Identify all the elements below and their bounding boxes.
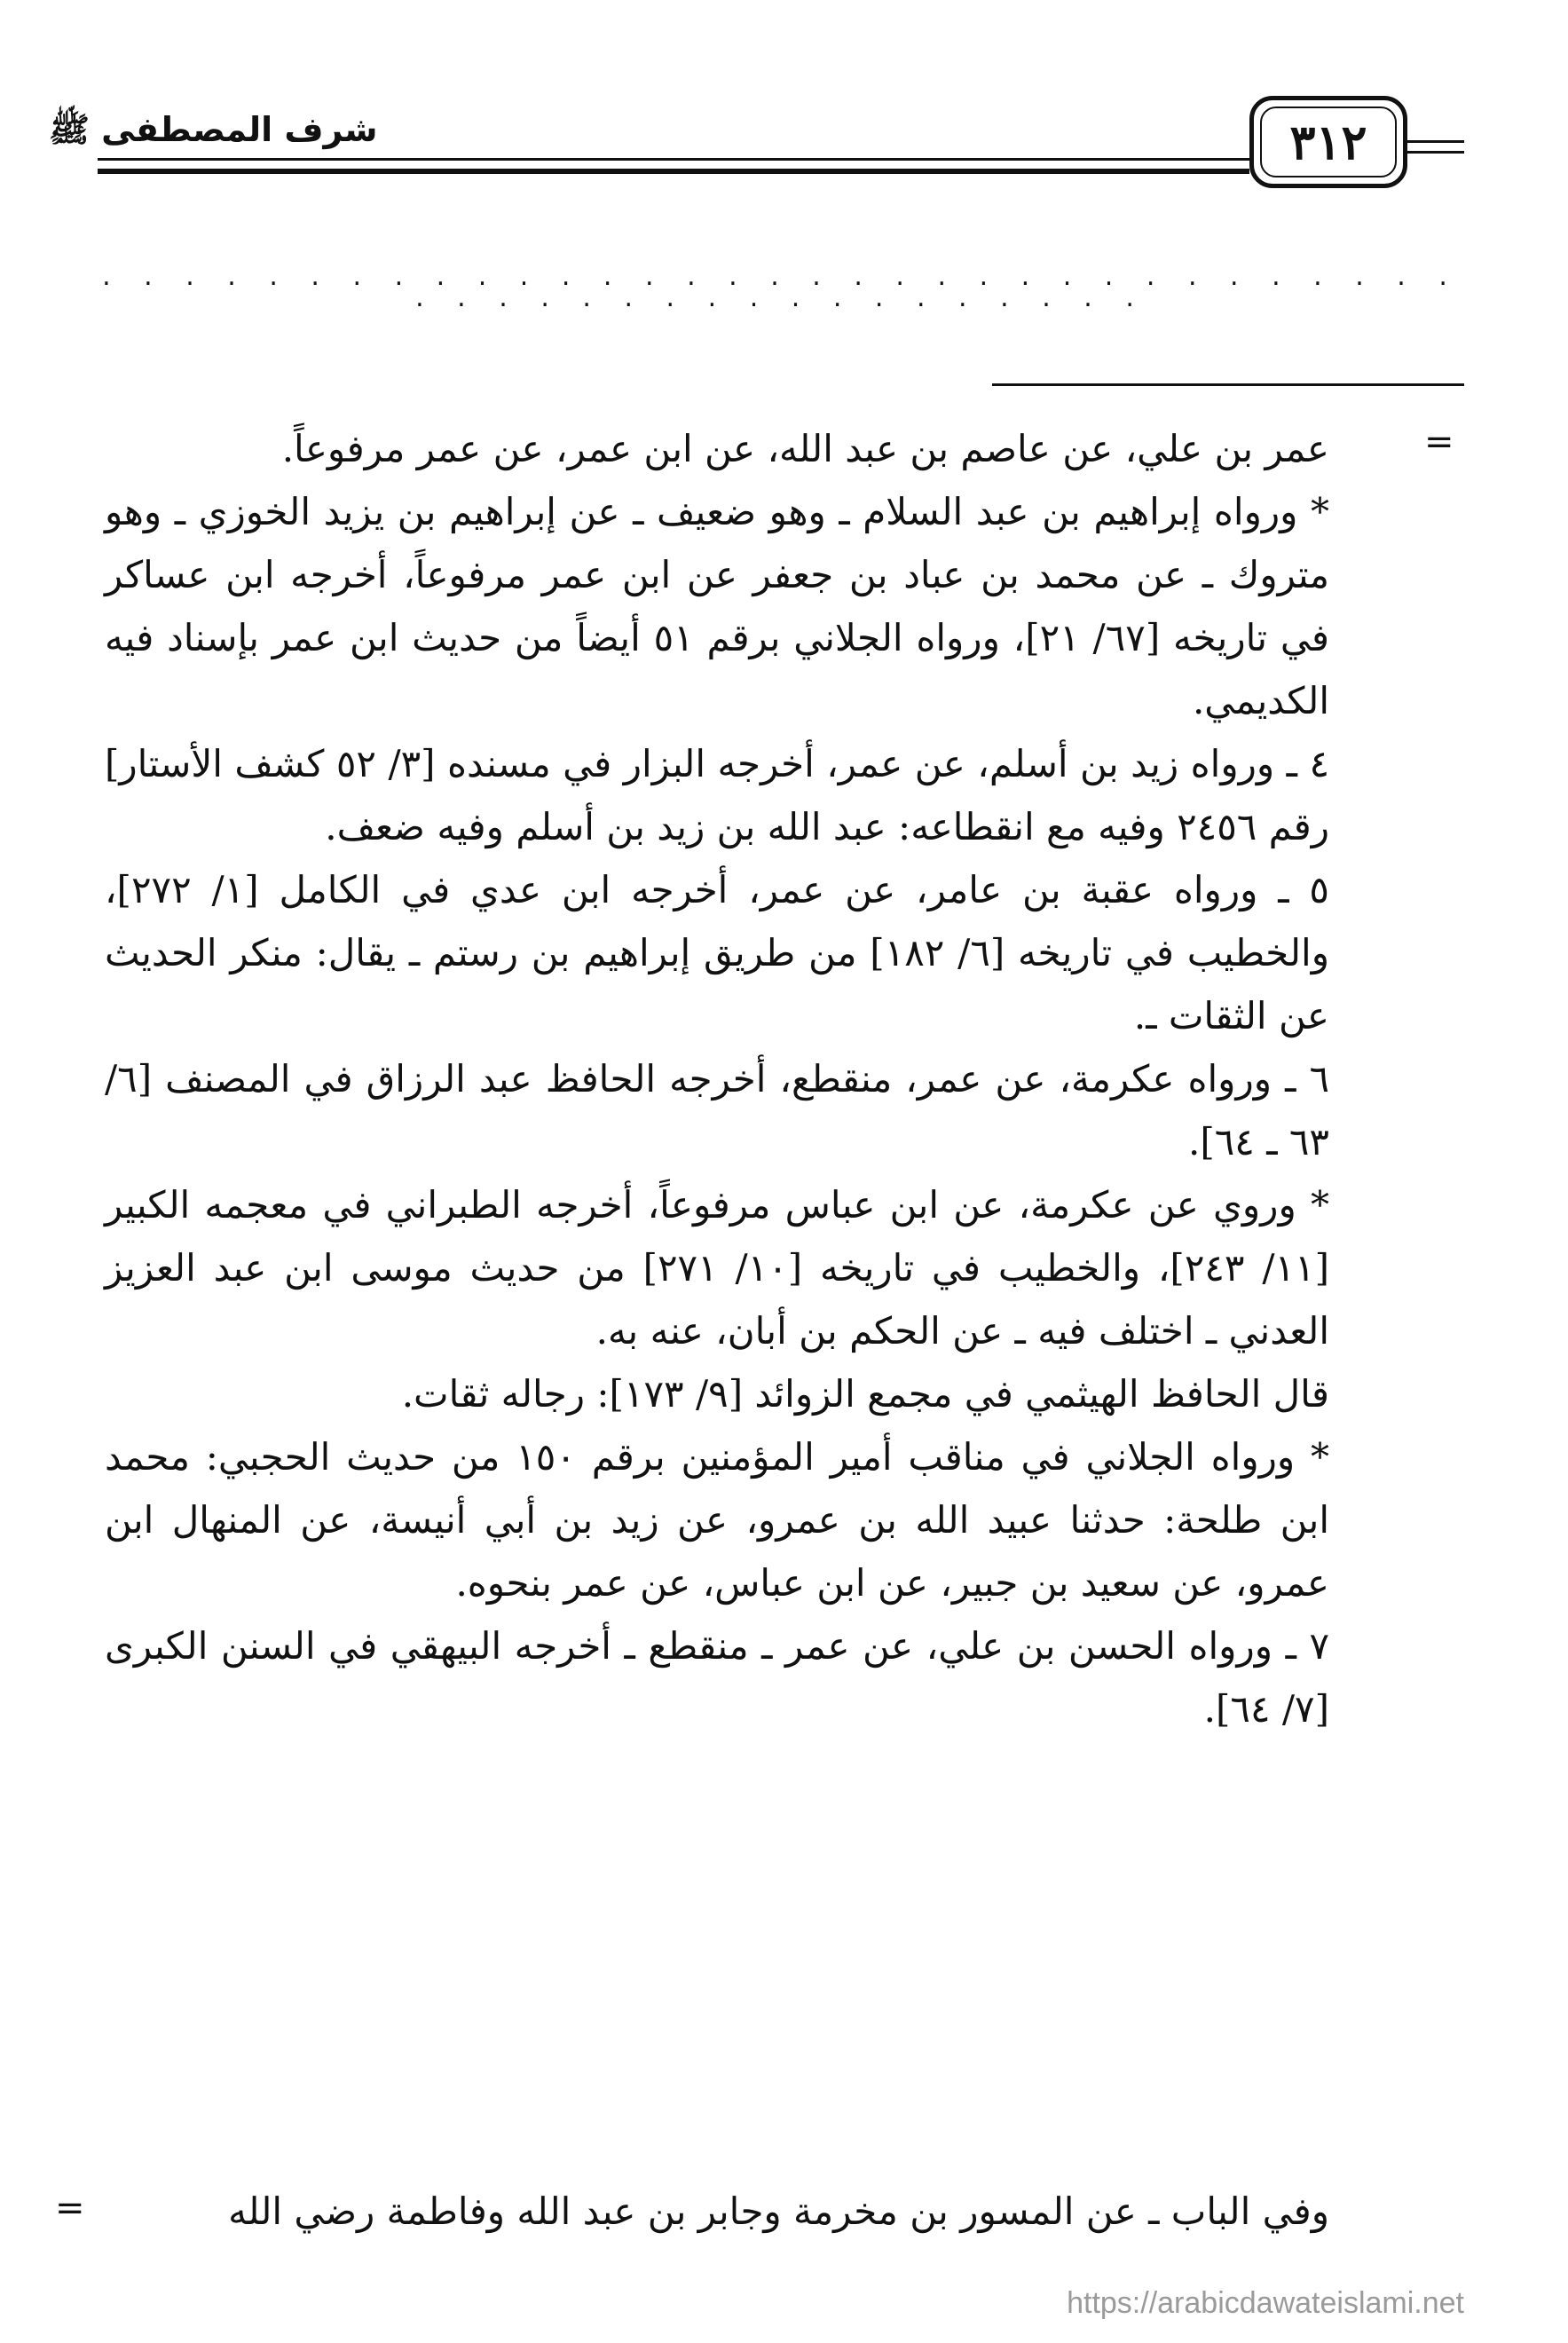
page-header [0, 0, 1568, 204]
header-rule-left-thick [98, 169, 1249, 174]
footnote-last-line: وفي الباب ـ عن المسور بن مخرمة وجابر بن عبد الله وفاطمة رضي الله [228, 2189, 1329, 2233]
end-continuation-mark: = [55, 2188, 85, 2229]
footnote-paragraph: عمر بن علي، عن عاصم بن عبد الله، عن ابن عمر، عن عمر مرفوعاً. [281, 427, 1329, 470]
continuation-mark: = [1424, 422, 1454, 462]
dotted-separator: . . . . . . . . . . . . . . . . . . . . . . . . . . . . . . . . . . . . . . . . . . . . . . . . . . . [102, 261, 1460, 313]
page-number: ٣١٢ [1260, 106, 1397, 178]
header-rule-right-top [1407, 140, 1464, 143]
header-rule-right-bottom [1407, 151, 1464, 154]
watermark-url: https://arabicdawateislami.net [1067, 2286, 1464, 2320]
page-number-frame [1249, 96, 1407, 188]
book-title: شرف المصطفى ﷺ [49, 110, 378, 149]
footnote-paragraph: ٤ ـ ورواه زيد بن أسلم، عن عمر، أخرجه البزار في مسنده [٣/ ٥٢ كشف الأستار] رقم ٢٤٥٦ وفيه مع انقطاعه: عبد الله بن زيد بن أسلم وفيه ضعف. [105, 742, 1329, 848]
footnote-text [105, 417, 1329, 1740]
footnote-paragraph: ٦ ـ ورواه عكرمة، عن عمر، منقطع، أخرجه الحافظ عبد الرزاق في المصنف [٦/ ٦٣ ـ ٦٤]. [105, 1057, 1329, 1164]
footnote-paragraph: قال الحافظ الهيثمي في مجمع الزوائد [٩/ ١٧٣]: رجاله ثقات. [401, 1372, 1329, 1416]
footnote-paragraph: ٧ ـ ورواه الحسن بن علي، عن عمر ـ منقطع ـ أخرجه البيهقي في السنن الكبرى [٧/ ٦٤]. [105, 1624, 1329, 1731]
footnote-paragraph: * وروي عن عكرمة، عن ابن عباس مرفوعاً، أخرجه الطبراني في معجمه الكبير [١١/ ٢٤٣]، والخطيب في تاريخه [١٠/ ٢٧١] من حديث موسى ابن عبد العزيز العدني ـ اختلف فيه ـ عن الحكم بن أبان، عنه به. [105, 1183, 1329, 1353]
footnote-paragraph: * ورواه الجلاني في مناقب أمير المؤمنين برقم ١٥٠ من حديث الحجبي: محمد ابن طلحة: حدثنا عبيد الله بن عمرو، عن زيد بن أبي أنيسة، عن المنهال ابن عمرو، عن سعيد بن جبير، عن ابن عباس، عن عمر بنحوه. [105, 1435, 1329, 1605]
footnote-paragraph: * ورواه إبراهيم بن عبد السلام ـ وهو ضعيف ـ عن إبراهيم بن يزيد الخوزي ـ وهو متروك ـ عن محمد بن عباد بن جعفر عن ابن عمر مرفوعاً، أخرجه ابن عساكر في تاريخه [٦٧/ ٢١]، ورواه الجلاني برقم ٥١ أيضاً من حديث ابن عمر بإسناد فيه الكديمي. [105, 490, 1329, 722]
header-rule-left-thin [98, 158, 1249, 161]
footnote-paragraph: ٥ ـ ورواه عقبة بن عامر، عن عمر، أخرجه ابن عدي في الكامل [١/ ٢٧٢]، والخطيب في تاريخه [٦/ ١٨٢] من طريق إبراهيم بن رستم ـ يقال: منكر الحديث عن الثقات ـ. [105, 868, 1329, 1037]
footnote-separator-line [992, 383, 1464, 386]
